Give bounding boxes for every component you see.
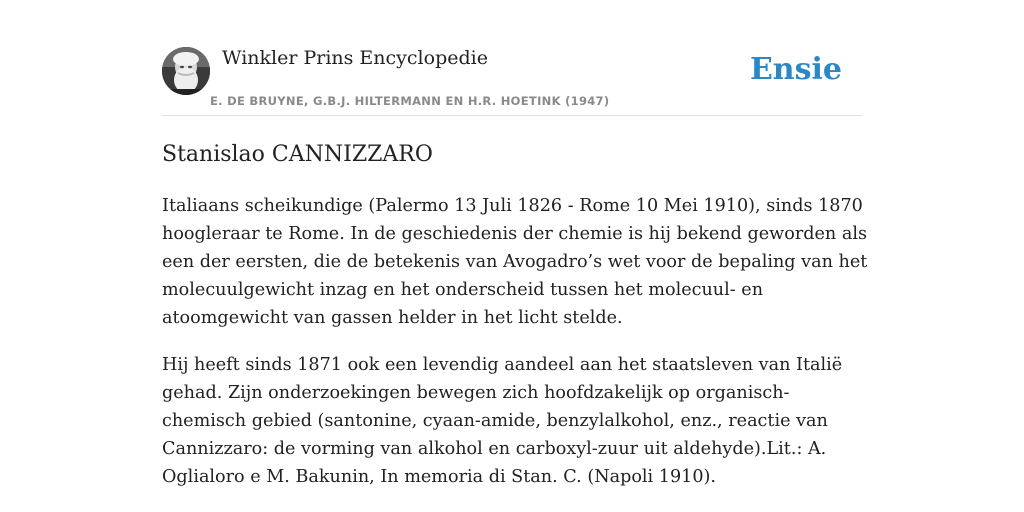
source-header bbox=[162, 46, 862, 116]
source-authors: E. DE BRUYNE, G.B.J. HILTERMANN EN H.R. HOETINK (1947) bbox=[210, 94, 610, 108]
article-paragraph: Hij heeft sinds 1871 ook een levendig aandeel aan het staatsleven van Italië gehad. Zijn onderzoekingen bewegen zich hoofdzakelijk op organisch-chemisch gebied (santonine, cyaan-amide, benzylalkohol, enz., reactie van Cannizzaro: de vorming van alkohol en carboxyl-zuur uit aldehyde).Lit.: A. Oglialoro e M. Bakunin, In memoria di Stan. C. (Napoli 1910). bbox=[162, 355, 843, 487]
article-title: Stanislao CANNIZZARO bbox=[162, 142, 433, 167]
source-title[interactable]: Winkler Prins Encyclopedie bbox=[222, 47, 488, 69]
author-portrait-icon[interactable] bbox=[162, 47, 210, 95]
article-paragraph: Italiaans scheikundige (Palermo 13 Juli 1826 - Rome 10 Mei 1910), sinds 1870 hoogleraar te Rome. In de geschiedenis der chemie is hij bekend geworden als een der eersten, die de betekenis van Avogadro’s wet voor de bepaling van het molecuulgewicht inzag en het onderscheid tussen het molecuul- en atoomgewicht van gassen helder in het licht stelde. bbox=[162, 196, 868, 328]
author-portrait-image bbox=[162, 47, 210, 95]
brand-logo[interactable]: Ensie bbox=[749, 52, 842, 87]
